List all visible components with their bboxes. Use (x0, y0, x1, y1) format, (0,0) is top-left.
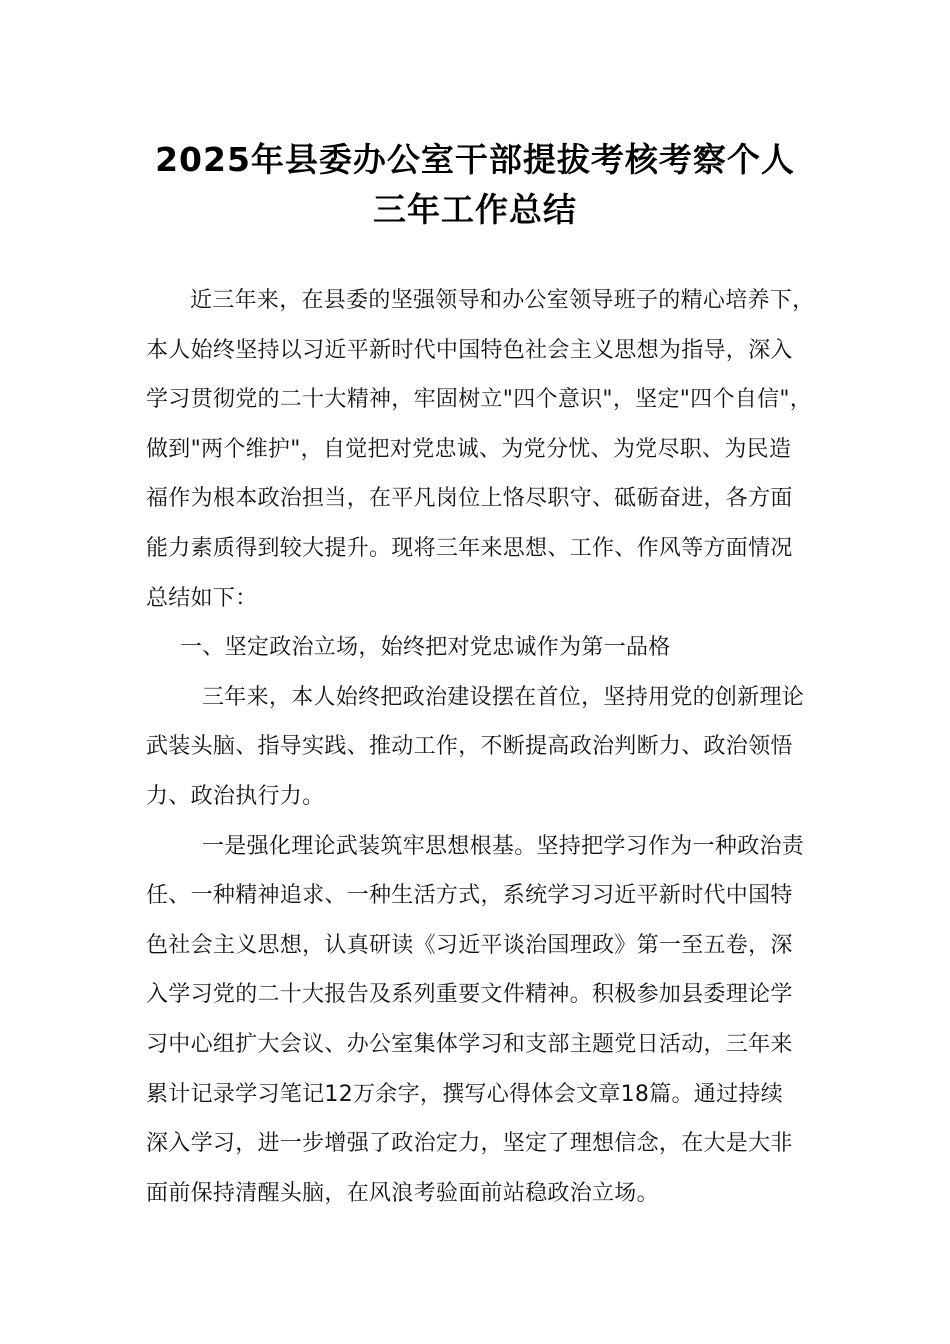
text-line: 做到"两个维护"，自觉把对党忠诚、为党分忧、为党尽职、为民造 (146, 436, 792, 462)
text-line: 学习贯彻党的二十大精神，牢固树立"四个意识"，坚定"四个自信"， (146, 387, 813, 413)
text-line: 面前保持清醒头脑，在风浪考验面前站稳政治立场。 (146, 1180, 659, 1206)
text-line: 能力素质得到较大提升。现将三年来思想、工作、作风等方面情况 (146, 535, 793, 561)
text-line: 本人始终坚持以习近平新时代中国特色社会主义思想为指导，深入 (146, 337, 793, 363)
text-line: 一是强化理论武装筑牢思想根基。坚持把学习作为一种政治责 (202, 833, 805, 859)
document-title-line-1: 2025年县委办公室干部提拔考核考察个人 (155, 140, 795, 179)
text-line: 武装头脑、指导实践、推动工作，不断提高政治判断力、政治领悟 (146, 734, 793, 760)
text-line: 累计记录学习笔记12万余字，撰写心得体会文章18篇。通过持续 (146, 1081, 783, 1107)
paragraph-theory (146, 822, 846, 1219)
text-line: 深入学习，进一步增强了政治定力，坚定了理想信念，在大是大非 (146, 1131, 793, 1157)
text-line: 福作为根本政治担当，在平凡岗位上恪尽职守、砥砺奋进，各方面 (146, 486, 793, 512)
text-line: 近三年来，在县委的坚强领导和办公室领导班子的精心培养下， (190, 288, 815, 313)
text-line: 三年来，本人始终把政治建设摆在首位，坚持用党的创新理论 (202, 684, 805, 710)
text-line: 入学习党的二十大报告及系列重要文件精神。积极参加县委理论学 (146, 982, 793, 1008)
text-line: 总结如下： (146, 585, 258, 611)
section-heading-1 (146, 623, 846, 673)
section-heading: 一、坚定政治立场，始终把对党忠诚作为第一品格 (180, 635, 671, 661)
document-title-line-2: 三年工作总结 (373, 190, 577, 229)
text-line: 色社会主义思想，认真研读《习近平谈治国理政》第一至五卷，深 (146, 932, 793, 958)
text-line: 力、政治执行力。 (146, 783, 325, 809)
text-line: 任、一种精神追求、一种生活方式，系统学习习近平新时代中国特 (146, 883, 793, 909)
document-body (146, 276, 846, 1218)
text-line: 习中心组扩大会议、办公室集体学习和支部主题党日活动，三年来 (146, 1031, 793, 1057)
paragraph-intro (146, 276, 846, 623)
paragraph-political (146, 673, 846, 822)
